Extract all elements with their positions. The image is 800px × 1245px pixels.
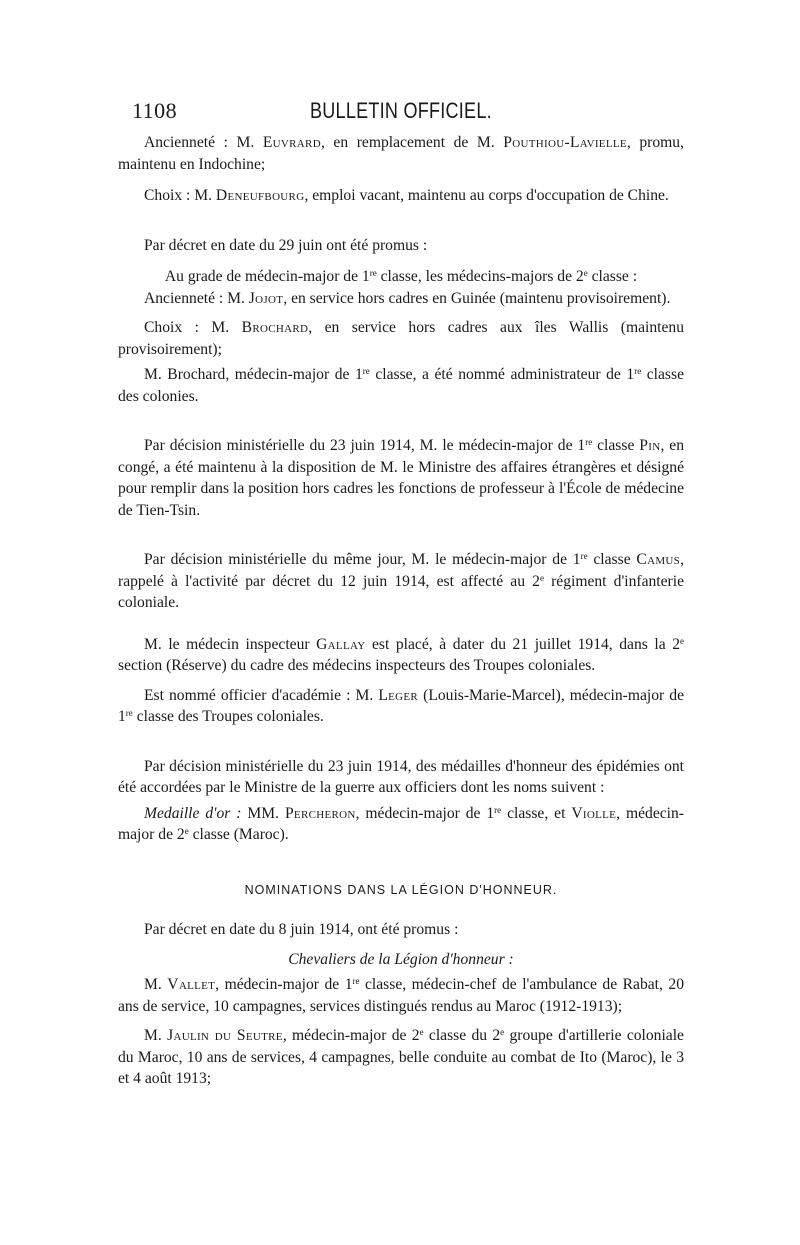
person-name: Jojot [248,289,284,307]
person-name: Violle [571,804,617,822]
paragraph-inspecteur-gallay: M. le médecin inspecteur Gallay est placé, à dater du 21 juillet 1914, dans la 2e section (Réserve) du cadre des médecins inspecteurs des Troupes coloniales. [118,635,684,674]
running-title: BULLETIN OFFICIEL. [310,98,492,123]
paragraph-brochard-administrateur: M. Brochard, médecin-major de 1re classe, a été nommé administrateur de 1re classe des colonies. [118,366,684,405]
person-name: Pouthiou-Lavielle [503,134,627,151]
page-number: 1108 [132,98,178,123]
paragraph-anciennete-jojot: Ancienneté : M. Jojot, en service hors cadres en Guinée (maintenu provisoirement). [144,289,671,307]
section-heading: NOMINATIONS DANS LA LÉGION D'HONNEUR. [244,882,558,897]
person-name: Percheron [284,804,356,822]
paragraph-decision-camus: Par décision ministérielle du même jour, M. le médecin-major de 1re classe Camus, rappelé à l'activité par décret du 12 juin 1914, est affecté au 2e régiment d'infanterie coloniale. [118,551,684,611]
document-body [118,132,684,1090]
person-name: Gallay [316,635,366,653]
medal-label: Medaille d'or : [144,804,242,822]
person-name: Camus [636,551,681,568]
paragraph-vallet: M. Vallet, médecin-major de 1re classe, médecin-chef de l'ambulance de Rabat, 20 ans de service, 10 campagnes, services distingués rendus au Maroc (1912-1913); [118,976,685,1015]
person-name: Brochard [241,319,309,336]
paragraph-anciennete-euvrard: Ancienneté : M. Euvrard, en remplacement de M. Pouthiou-Lavielle, promu, maintenu en Indochine; [118,134,684,173]
paragraph-decret-29-juin: Par décret en date du 29 juin ont été promus : [144,236,428,254]
paragraph-medailles-epidemies: Par décision ministérielle du 23 juin 1914, des médailles d'honneur des épidémies ont été accordées par le Ministre de la guerre aux officiers dont les noms suivent : [118,757,684,796]
person-name: Euvrard [262,134,321,151]
person-name: Vallet [167,976,216,993]
paragraph-medaille-or: Medaille d'or : MM. Percheron, médecin-major de 1re classe, et Violle, médecin-major de 2e classe (Maroc). [118,804,684,843]
paragraph-choix-deneufbourg: Choix : M. Deneufbourg, emploi vacant, maintenu au corps d'occupation de Chine. [144,187,669,204]
paragraph-decret-8-juin: Par décret en date du 8 juin 1914, ont été promus : [144,921,459,938]
paragraph-grade-medecin-major: Au grade de médecin-major de 1re classe, les médecins-majors de 2e classe : [164,268,638,285]
person-name: Deneufbourg [215,187,305,204]
paragraph-officier-academie-leger: Est nommé officier d'académie : M. Leger (Louis-Marie-Marcel), médecin-major de 1re classe des Troupes coloniales. [118,686,684,725]
person-name: Leger [378,686,419,704]
paragraph-jaulin-du-seutre: M. Jaulin du Seutre, médecin-major de 2e classe du 2e groupe d'artillerie coloniale du Maroc, 10 ans de services, 4 campagnes, belle conduite au combat de Ito (Maroc), le 3 et 4 août 1913; [118,1027,684,1087]
person-name: Pin [639,437,661,454]
page-header [132,98,692,128]
paragraph-decision-pin: Par décision ministérielle du 23 juin 1914, M. le médecin-major de 1re classe Pin, en congé, a été maintenu à la disposition de M. le Ministre des affaires étrangères et désigné pour remplir dans la position hors cadres les fonctions de professeur à l'École de médecine de Tien-Tsin. [118,437,685,519]
paragraph-choix-brochard: Choix : M. Brochard, en service hors cadres aux îles Wallis (maintenu provisoirement); [118,319,685,358]
person-name: Jaulin du Seutre [167,1027,283,1044]
subheading-chevaliers: Chevaliers de la Légion d'honneur : [288,950,514,968]
